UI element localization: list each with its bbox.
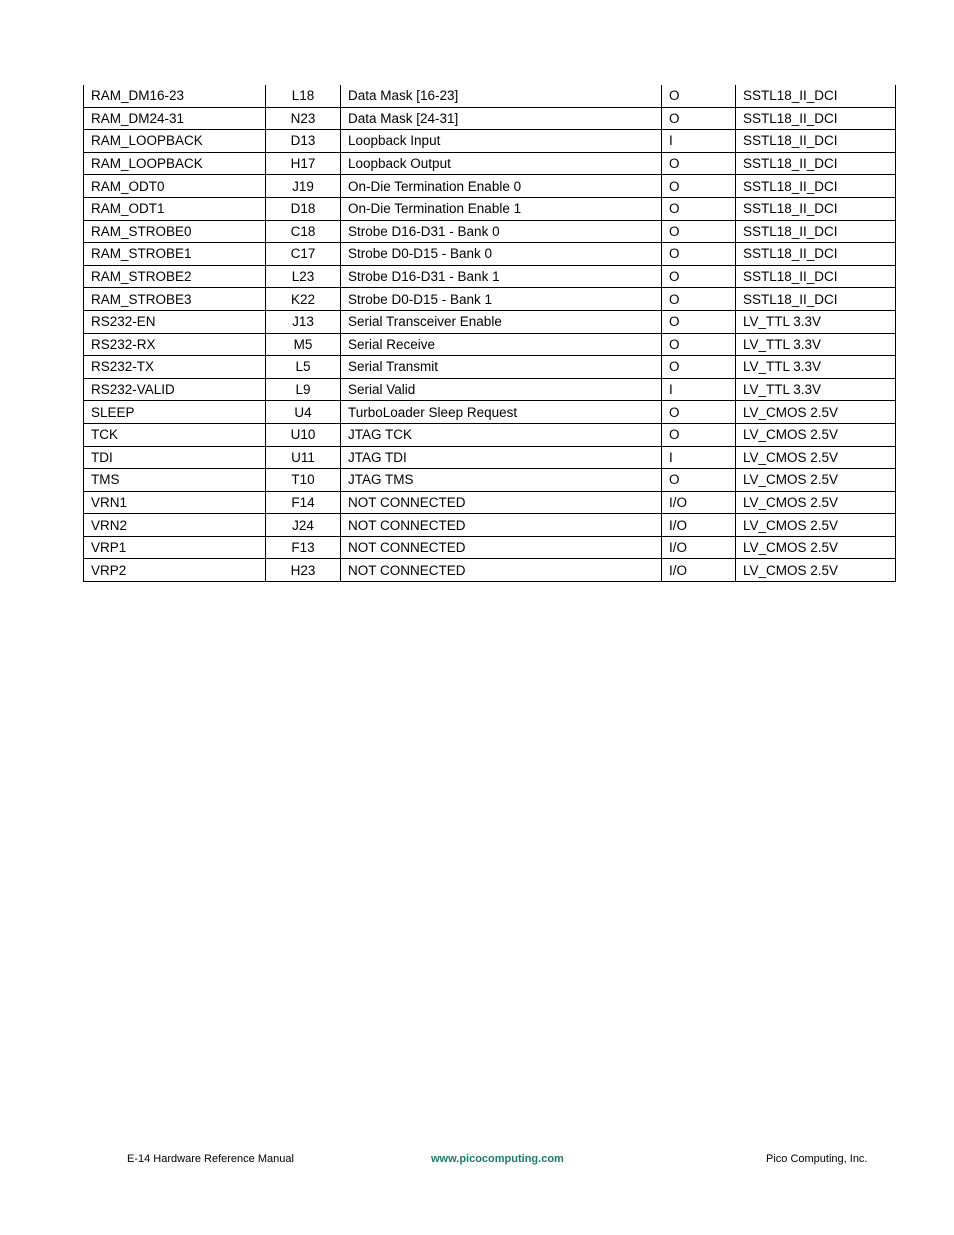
cell-direction: O bbox=[662, 197, 736, 220]
cell-pin: L18 bbox=[266, 85, 341, 107]
table-row bbox=[84, 85, 896, 107]
table-row bbox=[84, 446, 896, 469]
cell-description: Serial Transmit bbox=[341, 356, 662, 379]
cell-signal-name: RAM_STROBE3 bbox=[84, 288, 266, 311]
cell-io-standard: LV_TTL 3.3V bbox=[736, 310, 896, 333]
cell-io-standard: LV_CMOS 2.5V bbox=[736, 423, 896, 446]
cell-signal-name: RAM_DM16-23 bbox=[84, 85, 266, 107]
cell-pin: L5 bbox=[266, 356, 341, 379]
cell-direction: O bbox=[662, 310, 736, 333]
cell-io-standard: SSTL18_II_DCI bbox=[736, 130, 896, 153]
cell-signal-name: RS232-VALID bbox=[84, 378, 266, 401]
table-row bbox=[84, 197, 896, 220]
cell-direction: O bbox=[662, 152, 736, 175]
cell-description: Data Mask [24-31] bbox=[341, 107, 662, 130]
cell-pin: J19 bbox=[266, 175, 341, 198]
cell-io-standard: LV_CMOS 2.5V bbox=[736, 536, 896, 559]
footer-company-name: Pico Computing, Inc. bbox=[766, 1153, 868, 1165]
cell-io-standard: LV_TTL 3.3V bbox=[736, 333, 896, 356]
cell-direction: O bbox=[662, 423, 736, 446]
cell-direction: O bbox=[662, 356, 736, 379]
cell-direction: O bbox=[662, 288, 736, 311]
cell-description: On-Die Termination Enable 0 bbox=[341, 175, 662, 198]
table-row bbox=[84, 107, 896, 130]
cell-direction: O bbox=[662, 401, 736, 424]
cell-direction: I bbox=[662, 130, 736, 153]
cell-description: NOT CONNECTED bbox=[341, 559, 662, 582]
cell-direction: O bbox=[662, 333, 736, 356]
cell-direction: O bbox=[662, 220, 736, 243]
cell-direction: I/O bbox=[662, 559, 736, 582]
table-row bbox=[84, 265, 896, 288]
cell-signal-name: VRP2 bbox=[84, 559, 266, 582]
cell-io-standard: SSTL18_II_DCI bbox=[736, 243, 896, 266]
cell-pin: F14 bbox=[266, 491, 341, 514]
cell-signal-name: RAM_LOOPBACK bbox=[84, 130, 266, 153]
cell-pin: D18 bbox=[266, 197, 341, 220]
cell-io-standard: LV_CMOS 2.5V bbox=[736, 469, 896, 492]
cell-pin: J24 bbox=[266, 514, 341, 537]
cell-pin: T10 bbox=[266, 469, 341, 492]
table-row bbox=[84, 220, 896, 243]
table-row bbox=[84, 175, 896, 198]
table-row bbox=[84, 310, 896, 333]
table-row bbox=[84, 288, 896, 311]
cell-io-standard: LV_CMOS 2.5V bbox=[736, 559, 896, 582]
cell-signal-name: RS232-TX bbox=[84, 356, 266, 379]
cell-signal-name: RS232-RX bbox=[84, 333, 266, 356]
cell-io-standard: SSTL18_II_DCI bbox=[736, 265, 896, 288]
cell-io-standard: SSTL18_II_DCI bbox=[736, 107, 896, 130]
cell-io-standard: LV_CMOS 2.5V bbox=[736, 491, 896, 514]
footer-website-link[interactable]: www.picocomputing.com bbox=[431, 1153, 564, 1165]
cell-pin: H23 bbox=[266, 559, 341, 582]
cell-direction: I/O bbox=[662, 491, 736, 514]
cell-description: Serial Valid bbox=[341, 378, 662, 401]
table-row bbox=[84, 536, 896, 559]
cell-description: Serial Transceiver Enable bbox=[341, 310, 662, 333]
table-row bbox=[84, 514, 896, 537]
cell-description: TurboLoader Sleep Request bbox=[341, 401, 662, 424]
cell-description: Data Mask [16-23] bbox=[341, 85, 662, 107]
cell-signal-name: RAM_LOOPBACK bbox=[84, 152, 266, 175]
cell-pin: H17 bbox=[266, 152, 341, 175]
cell-signal-name: TDI bbox=[84, 446, 266, 469]
pin-table-body bbox=[84, 85, 896, 582]
cell-pin: D13 bbox=[266, 130, 341, 153]
table-row bbox=[84, 356, 896, 379]
cell-direction: O bbox=[662, 107, 736, 130]
cell-io-standard: SSTL18_II_DCI bbox=[736, 152, 896, 175]
cell-description: Loopback Input bbox=[341, 130, 662, 153]
cell-pin: C17 bbox=[266, 243, 341, 266]
cell-description: JTAG TMS bbox=[341, 469, 662, 492]
cell-pin: L9 bbox=[266, 378, 341, 401]
cell-io-standard: SSTL18_II_DCI bbox=[736, 220, 896, 243]
cell-pin: U4 bbox=[266, 401, 341, 424]
table-row bbox=[84, 491, 896, 514]
cell-signal-name: VRP1 bbox=[84, 536, 266, 559]
cell-direction: I/O bbox=[662, 536, 736, 559]
cell-description: Strobe D16-D31 - Bank 0 bbox=[341, 220, 662, 243]
cell-description: NOT CONNECTED bbox=[341, 491, 662, 514]
cell-signal-name: TCK bbox=[84, 423, 266, 446]
cell-signal-name: SLEEP bbox=[84, 401, 266, 424]
cell-description: Serial Receive bbox=[341, 333, 662, 356]
cell-pin: C18 bbox=[266, 220, 341, 243]
cell-description: Loopback Output bbox=[341, 152, 662, 175]
table-row bbox=[84, 243, 896, 266]
pin-assignment-table bbox=[83, 85, 896, 582]
cell-io-standard: LV_TTL 3.3V bbox=[736, 378, 896, 401]
cell-description: JTAG TDI bbox=[341, 446, 662, 469]
cell-direction: I/O bbox=[662, 514, 736, 537]
cell-signal-name: RAM_DM24-31 bbox=[84, 107, 266, 130]
cell-description: On-Die Termination Enable 1 bbox=[341, 197, 662, 220]
cell-signal-name: RAM_STROBE2 bbox=[84, 265, 266, 288]
cell-io-standard: LV_CMOS 2.5V bbox=[736, 514, 896, 537]
cell-io-standard: SSTL18_II_DCI bbox=[736, 85, 896, 107]
cell-pin: M5 bbox=[266, 333, 341, 356]
cell-io-standard: LV_CMOS 2.5V bbox=[736, 446, 896, 469]
cell-description: JTAG TCK bbox=[341, 423, 662, 446]
table-row bbox=[84, 378, 896, 401]
cell-description: NOT CONNECTED bbox=[341, 514, 662, 537]
cell-pin: L23 bbox=[266, 265, 341, 288]
cell-direction: O bbox=[662, 469, 736, 492]
cell-io-standard: SSTL18_II_DCI bbox=[736, 175, 896, 198]
cell-direction: O bbox=[662, 85, 736, 107]
table-row bbox=[84, 469, 896, 492]
cell-signal-name: RAM_STROBE0 bbox=[84, 220, 266, 243]
cell-direction: O bbox=[662, 175, 736, 198]
cell-description: Strobe D0-D15 - Bank 0 bbox=[341, 243, 662, 266]
table-row bbox=[84, 152, 896, 175]
cell-signal-name: VRN1 bbox=[84, 491, 266, 514]
cell-pin: N23 bbox=[266, 107, 341, 130]
cell-signal-name: VRN2 bbox=[84, 514, 266, 537]
cell-direction: I bbox=[662, 446, 736, 469]
cell-io-standard: LV_CMOS 2.5V bbox=[736, 401, 896, 424]
table-row bbox=[84, 401, 896, 424]
footer-document-title: E-14 Hardware Reference Manual bbox=[127, 1153, 294, 1165]
cell-signal-name: RAM_STROBE1 bbox=[84, 243, 266, 266]
cell-pin: F13 bbox=[266, 536, 341, 559]
cell-io-standard: LV_TTL 3.3V bbox=[736, 356, 896, 379]
cell-signal-name: RAM_ODT1 bbox=[84, 197, 266, 220]
cell-pin: J13 bbox=[266, 310, 341, 333]
table-row bbox=[84, 333, 896, 356]
cell-signal-name: RAM_ODT0 bbox=[84, 175, 266, 198]
table-row bbox=[84, 423, 896, 446]
cell-io-standard: SSTL18_II_DCI bbox=[736, 288, 896, 311]
cell-signal-name: RS232-EN bbox=[84, 310, 266, 333]
cell-pin: U11 bbox=[266, 446, 341, 469]
table-row bbox=[84, 130, 896, 153]
cell-signal-name: TMS bbox=[84, 469, 266, 492]
cell-description: NOT CONNECTED bbox=[341, 536, 662, 559]
cell-description: Strobe D16-D31 - Bank 1 bbox=[341, 265, 662, 288]
table-row bbox=[84, 559, 896, 582]
cell-direction: O bbox=[662, 243, 736, 266]
cell-description: Strobe D0-D15 - Bank 1 bbox=[341, 288, 662, 311]
cell-pin: K22 bbox=[266, 288, 341, 311]
cell-direction: I bbox=[662, 378, 736, 401]
cell-pin: U10 bbox=[266, 423, 341, 446]
cell-io-standard: SSTL18_II_DCI bbox=[736, 197, 896, 220]
cell-direction: O bbox=[662, 265, 736, 288]
